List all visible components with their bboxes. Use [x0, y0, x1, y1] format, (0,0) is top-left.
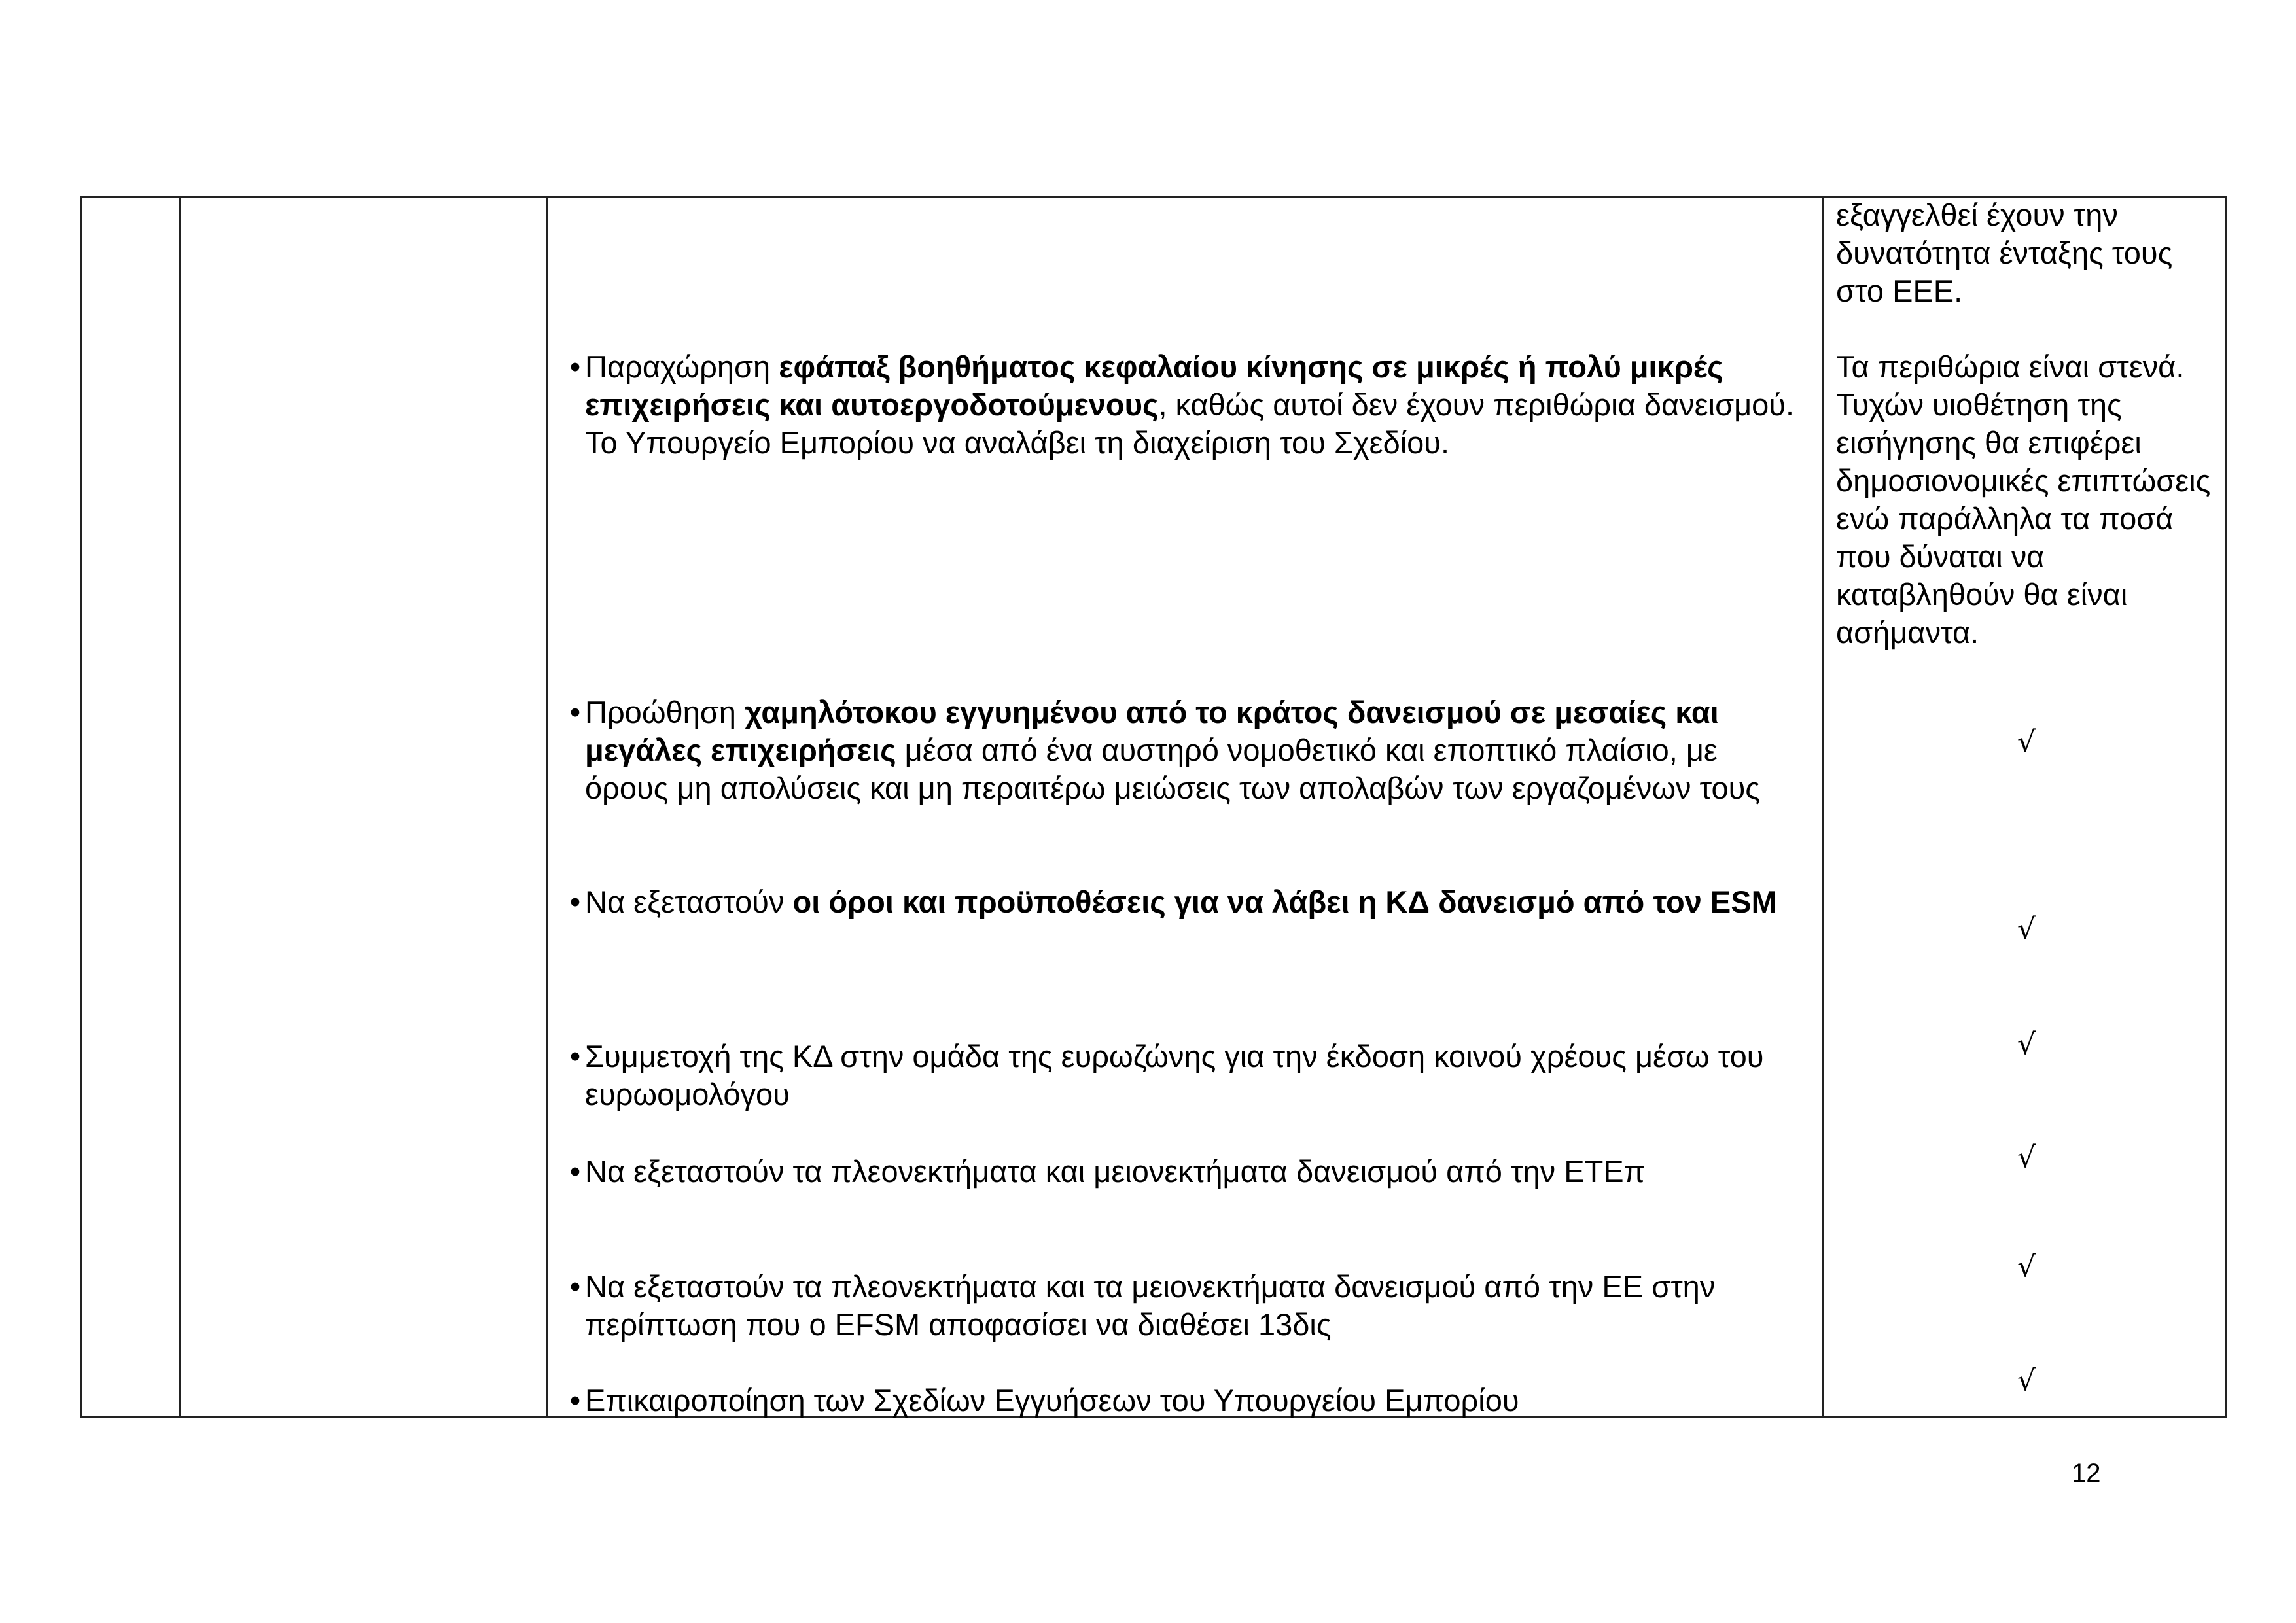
item-text: Να εξεταστούν τα πλεονεκτήματα και τα μειονεκτήματα δανεισμού από την ΕΕ στην περίπτωση που ο EFSM αποφασίσει να διαθέσει 13δις [585, 1269, 1716, 1342]
item-text: Να εξεταστούν τα πλεονεκτήματα και μειονεκτήματα δανεισμού από την ΕΤΕπ [585, 1154, 1646, 1189]
remark-paragraph-1: εξαγγελθεί έχουν την δυνατότητα ένταξης τους στο ΕΕΕ. [1836, 198, 2173, 308]
item-text: μέσα από ένα αυστηρό νομοθετικό και εποπτικό πλαίσιο, με όρους μη απολύσεις και μη περαιτέρω μειώσεις των απολαβών των εργαζομένων τους [585, 733, 1760, 805]
bullet: • [569, 884, 581, 919]
remark-paragraph-2: Τα περιθώρια είναι στενά. Τυχών υιοθέτηση της εισήγησης θα επιφέρει δημοσιονομικές επιπτώσεις ενώ παράλληλα τα ποσά που δύναται να καταβληθούν θα είναι ασήμαντα. [1836, 349, 2211, 650]
check-mark: √ [2017, 1250, 2036, 1283]
bullet: • [569, 349, 581, 384]
item-text: Να εξεταστούν [585, 884, 793, 919]
item-text-bold: χαμηλότοκου εγγυημένου από το κράτος δανεισμού σε μεσαίες και μεγάλες επιχειρήσεις [585, 695, 1719, 767]
list-item [565, 1268, 1809, 1344]
item-text: Επικαιροποίηση των Σχεδίων Εγγυήσεων του Υπουργείου Εμπορίου [585, 1383, 1519, 1418]
bullet: • [569, 1383, 581, 1418]
bullet: • [569, 1269, 581, 1304]
check-mark: √ [2017, 725, 2036, 759]
item-text-bold: οι όροι και προϋποθέσεις για να λάβει η ΚΔ δανεισμό από τον ESM [792, 884, 1777, 919]
bullet: • [569, 1039, 581, 1073]
check-mark: √ [2017, 1364, 2036, 1397]
remarks-column [1836, 196, 2222, 652]
column-divider-1 [179, 198, 181, 1416]
bullet: • [569, 695, 581, 729]
list-item [565, 693, 1809, 807]
page-number: 12 [2072, 1459, 2101, 1488]
item-text: Παραχώρηση [585, 349, 779, 384]
column-divider-3 [1822, 198, 1824, 1416]
item-text: , καθώς αυτοί δεν έχουν περιθώρια δανεισμού. Το Υπουργείο Εμπορίου να αναλάβει τη διαχείριση του Σχεδίου. [585, 387, 1795, 460]
item-text: Συμμετοχή της ΚΔ στην ομάδα της ευρωζώνης για την έκδοση κοινού χρέους μέσω του ευρωομολόγου [585, 1039, 1764, 1111]
item-text: Προώθηση [585, 695, 745, 729]
bullet: • [569, 1154, 581, 1189]
list-item [565, 1382, 1809, 1420]
list-item [565, 1038, 1809, 1113]
check-mark: √ [2017, 1028, 2036, 1061]
list-item [565, 1153, 1809, 1191]
column-divider-2 [546, 198, 548, 1416]
check-mark: √ [2017, 1141, 2036, 1174]
check-mark: √ [2017, 913, 2036, 946]
list-item [565, 883, 1809, 921]
item-text-bold: εφάπαξ βοηθήματος κεφαλαίου κίνησης σε μικρές ή πολύ μικρές επιχειρήσεις και αυτοεργοδοτούμενους [585, 349, 1723, 422]
list-item [565, 348, 1809, 462]
